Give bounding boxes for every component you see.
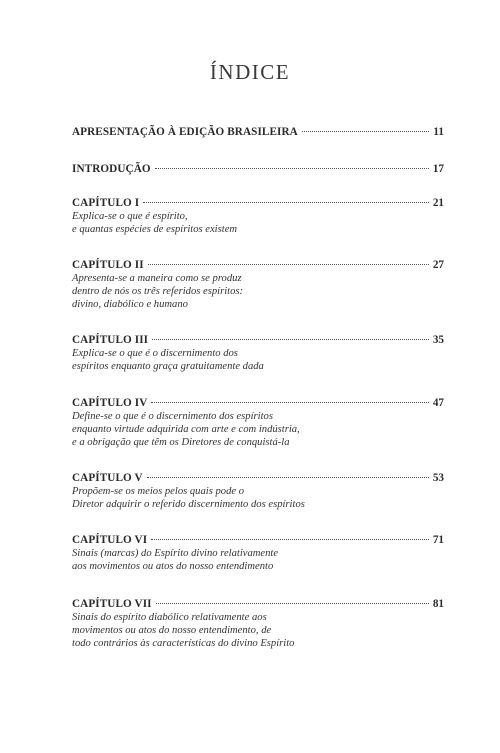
toc-entry-line [72,533,444,547]
toc-entry-line [72,196,444,210]
description-line: Sinais do espírito diabólico relativamente aos [72,612,267,623]
description-line: Sinais (marcas) do Espírito divino relativamente [72,548,279,559]
description-line: movimentos ou atos do nosso entendimento, de [72,624,272,636]
description-line: Apresenta-se a maneira como se produz [72,273,242,284]
toc-entry-title: APRESENTAÇÃO À EDIÇÃO BRASILEIRA [72,126,298,138]
toc-entry-title: CAPÍTULO II [72,259,144,271]
toc-entry-line [72,125,444,139]
toc-entry-apresentacao[interactable] [72,125,444,139]
description-line: enquanto virtude adquirida com arte e com indústria, [72,423,300,435]
toc-page-number: 35 [432,334,444,346]
dot-leader [302,131,430,132]
toc-entry-line [72,162,444,176]
toc-entry-description [72,273,444,311]
toc-page-number: 71 [432,534,444,546]
toc-entry-description [72,411,444,449]
description-line: Propõem-se os meios pelos quais pode o [72,486,245,497]
description-line: Explica-se o que é o discernimento dos [72,348,238,359]
dot-leader [147,477,429,478]
toc-page-number: 27 [432,259,444,271]
toc-entry-title: CAPÍTULO IV [72,397,148,409]
toc-entry-capitulo-1[interactable] [72,196,444,237]
description-line: e quantas espécies de espíritos existem [72,223,238,235]
toc-page-number: 53 [432,472,444,484]
dot-leader [148,264,429,265]
description-line: Explica-se o que é espírito, [72,211,188,222]
toc-entry-introducao[interactable] [72,162,444,176]
description-line: aos movimentos ou atos do nosso entendimento [72,560,274,572]
toc-entry-capitulo-2[interactable] [72,258,444,311]
toc-page-number: 17 [432,163,444,175]
description-line: espíritos enquanto graça gratuitamente dada [72,360,264,372]
toc-entry-capitulo-3[interactable] [72,333,444,374]
toc-entry-title: CAPÍTULO I [72,197,140,209]
toc-entry-line [72,597,444,611]
toc-entry-capitulo-5[interactable] [72,471,444,512]
toc-page-number: 47 [432,397,444,409]
page-title: ÍNDICE [209,60,291,84]
toc-page-number: 81 [432,598,444,610]
dot-leader [152,339,429,340]
toc-entry-line [72,471,444,485]
toc-entry-description [72,211,444,237]
toc-entry-title: CAPÍTULO V [72,472,143,484]
toc-entry-title: INTRODUÇÃO [72,163,151,175]
dot-leader [143,202,429,203]
dot-leader [151,539,429,540]
dot-leader [155,168,429,169]
description-line: Define-se o que é o discernimento dos espíritos [72,411,273,422]
toc-entry-description [72,348,444,374]
description-line: todo contrários às características do divino Espírito [72,637,295,649]
toc-entry-line [72,333,444,347]
toc-entry-capitulo-6[interactable] [72,533,444,574]
toc-entry-title: CAPÍTULO III [72,334,149,346]
toc-entry-capitulo-4[interactable] [72,396,444,449]
toc-entry-description [72,612,444,650]
toc-entry-description [72,548,444,574]
toc-entry-line [72,258,444,272]
description-line: dentro de nós os três referidos espíritos: [72,285,244,297]
toc-entry-description [72,486,444,512]
description-line: e a obrigação que têm os Diretores de conquistá-la [72,436,290,448]
toc-entry-title: CAPÍTULO VI [72,534,148,546]
description-line: divino, diabólico e humano [72,298,188,310]
toc-entry-capitulo-7[interactable] [72,597,444,650]
toc-entry-title: CAPÍTULO VII [72,598,152,610]
toc-page-number: 21 [432,197,444,209]
dot-leader [151,402,428,403]
dot-leader [156,603,429,604]
toc-entry-line [72,396,444,410]
toc-page-number: 11 [433,126,444,138]
description-line: Diretor adquirir o referido discernimento dos espíritos [72,498,305,510]
